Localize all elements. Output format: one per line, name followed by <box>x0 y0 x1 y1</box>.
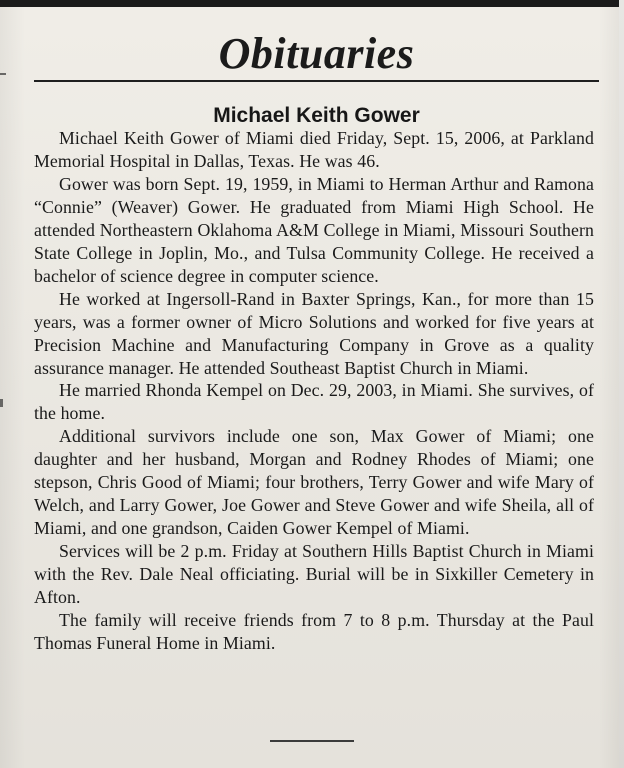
obituary-headline: Michael Keith Gower <box>213 104 420 127</box>
obituary-paragraph: Services will be 2 p.m. Friday at Southern Hills Baptist Church in Miami with the Rev. Dale Neal officiating. Burial will be in Sixkiller Cemetery in Afton. <box>34 541 594 608</box>
obituary-paragraph: He married Rhonda Kempel on Dec. 29, 2003, in Miami. She survives, of the home. <box>34 380 594 424</box>
left-edge-mark <box>0 399 3 407</box>
right-page-edge <box>619 0 624 768</box>
end-rule <box>270 740 354 742</box>
section-masthead <box>34 24 599 82</box>
obituary-paragraph: The family will receive friends from 7 to 8 p.m. Thursday at the Paul Thomas Funeral Home in Miami. <box>34 610 594 653</box>
obituary-paragraph: Gower was born Sept. 19, 1959, in Miami to Herman Arthur and Ramona “Connie” (Weaver) Gower. He graduated from Miami High School. He attended Northeastern Oklahoma A&M College in Miami, Missouri Southern State College in Joplin, Mo., and Tulsa Community College. He received a bachelor of science degree in computer science. <box>34 173 594 286</box>
top-edge-strip <box>0 0 624 7</box>
obituary-paragraph: Michael Keith Gower of Miami died Friday, Sept. 15, 2006, at Parkland Memorial Hospital in Dallas, Texas. He was 46. <box>34 128 594 171</box>
obituary-paragraph: Additional survivors include one son, Max Gower of Miami; one daughter and her husband, Morgan and Rodney Rhodes of Miami; one stepson, Chris Good of Miami; four brothers, Terry Gower and wife Mary of Welch, and Larry Gower, Joe Gower and Steve Gower and wife Sheila, all of Miami, and one grandson, Caiden Gower Kempel of Miami. <box>34 426 594 539</box>
obituary-paragraph: He worked at Ingersoll-Rand in Baxter Springs, Kan., for more than 15 years, was a former owner of Micro Solutions and worked for five years at Precision Machine and Manufacturing Company in Grove as a quality assurance manager. He attended Southeast Baptist Church in Miami. <box>34 288 594 378</box>
left-edge-mark <box>0 73 6 75</box>
section-title: Obituaries <box>218 29 415 78</box>
obituary-body <box>34 127 594 655</box>
